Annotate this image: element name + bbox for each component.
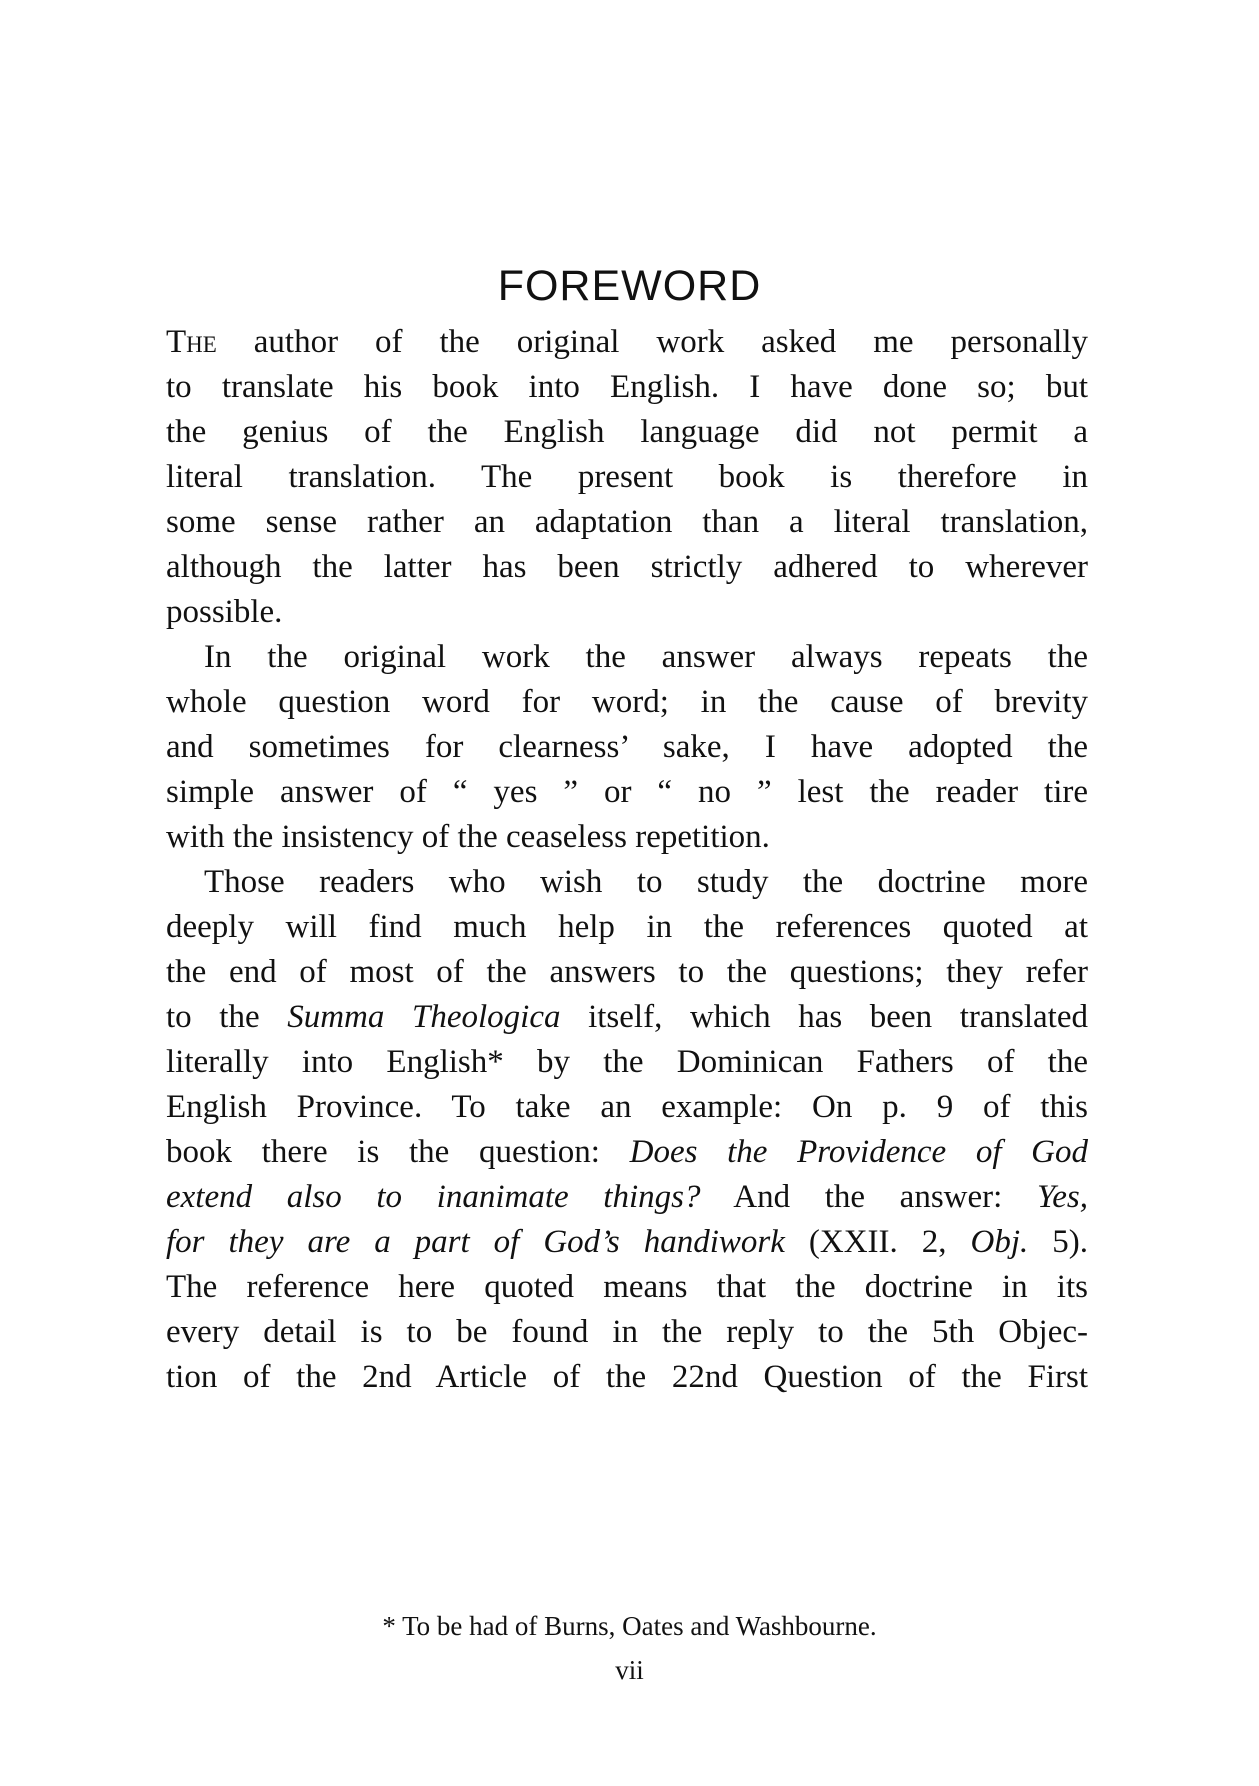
line-text: author of the original work asked me personally: [216, 324, 1088, 360]
paragraph-1-line-7: possible.: [166, 594, 283, 630]
quoted-answer: for they are a part of God’s handiwork: [166, 1224, 785, 1260]
paragraph-3-line-12: tion of the 2nd Article of the 22nd Question of the First: [166, 1359, 1088, 1395]
paragraph-1-line-3: the genius of the English language did not permit a: [166, 414, 1088, 450]
quoted-question: Does the Providence of God: [629, 1134, 1088, 1170]
page-number: vii: [615, 1655, 644, 1685]
page-title: FOREWORD: [497, 262, 762, 310]
objection-abbrev: Obj.: [970, 1224, 1029, 1260]
quoted-answer: Yes,: [1036, 1179, 1089, 1215]
paragraph-3-line-11: every detail is to be found in the reply to the 5th Objec-: [166, 1314, 1088, 1350]
paragraph-1-line-2: to translate his book into English. I have done so; but: [166, 369, 1088, 405]
line-text: itself, which has been translated: [560, 999, 1088, 1035]
drop-word: The: [166, 324, 217, 360]
book-title-summa: Summa Theologica: [287, 999, 561, 1035]
paragraph-3-line-3: the end of most of the answers to the questions; they refer: [166, 954, 1088, 990]
line-text: book there is the question:: [166, 1134, 630, 1170]
line-text: And the answer:: [700, 1179, 1037, 1215]
paragraph-3-line-10: The reference here quoted means that the doctrine in its: [166, 1269, 1088, 1305]
paragraph-2-line-5: with the insistency of the ceaseless repetition.: [166, 819, 770, 855]
paragraph-2-line-2: whole question word for word; in the cause of brevity: [166, 684, 1088, 720]
paragraph-3-line-6: English Province. To take an example: On p. 9 of this: [166, 1089, 1088, 1125]
paragraph-1-line-6: although the latter has been strictly adhered to wherever: [166, 549, 1088, 585]
paragraph-2-line-1: In the original work the answer always repeats the: [204, 639, 1088, 675]
paragraph-2-line-4: simple answer of “ yes ” or “ no ” lest the reader tire: [166, 774, 1088, 810]
line-text: to the: [166, 999, 288, 1035]
paragraph-3-line-1: Those readers who wish to study the doctrine more: [204, 864, 1088, 900]
paragraph-3-line-2: deeply will find much help in the references quoted at: [166, 909, 1088, 945]
paragraph-2-line-3: and sometimes for clearness’ sake, I have adopted the: [166, 729, 1088, 765]
line-text: 5).: [1028, 1224, 1088, 1260]
quoted-question: extend also to inanimate things?: [166, 1179, 701, 1215]
paragraph-3-line-5: literally into English* by the Dominican Fathers of the: [166, 1044, 1088, 1080]
paragraph-1-line-5: some sense rather an adaptation than a literal translation,: [166, 504, 1088, 540]
paragraph-1-line-4: literal translation. The present book is therefore in: [166, 459, 1088, 495]
footnote: * To be had of Burns, Oates and Washbourne.: [382, 1611, 877, 1641]
line-text: (XXII. 2,: [784, 1224, 971, 1260]
